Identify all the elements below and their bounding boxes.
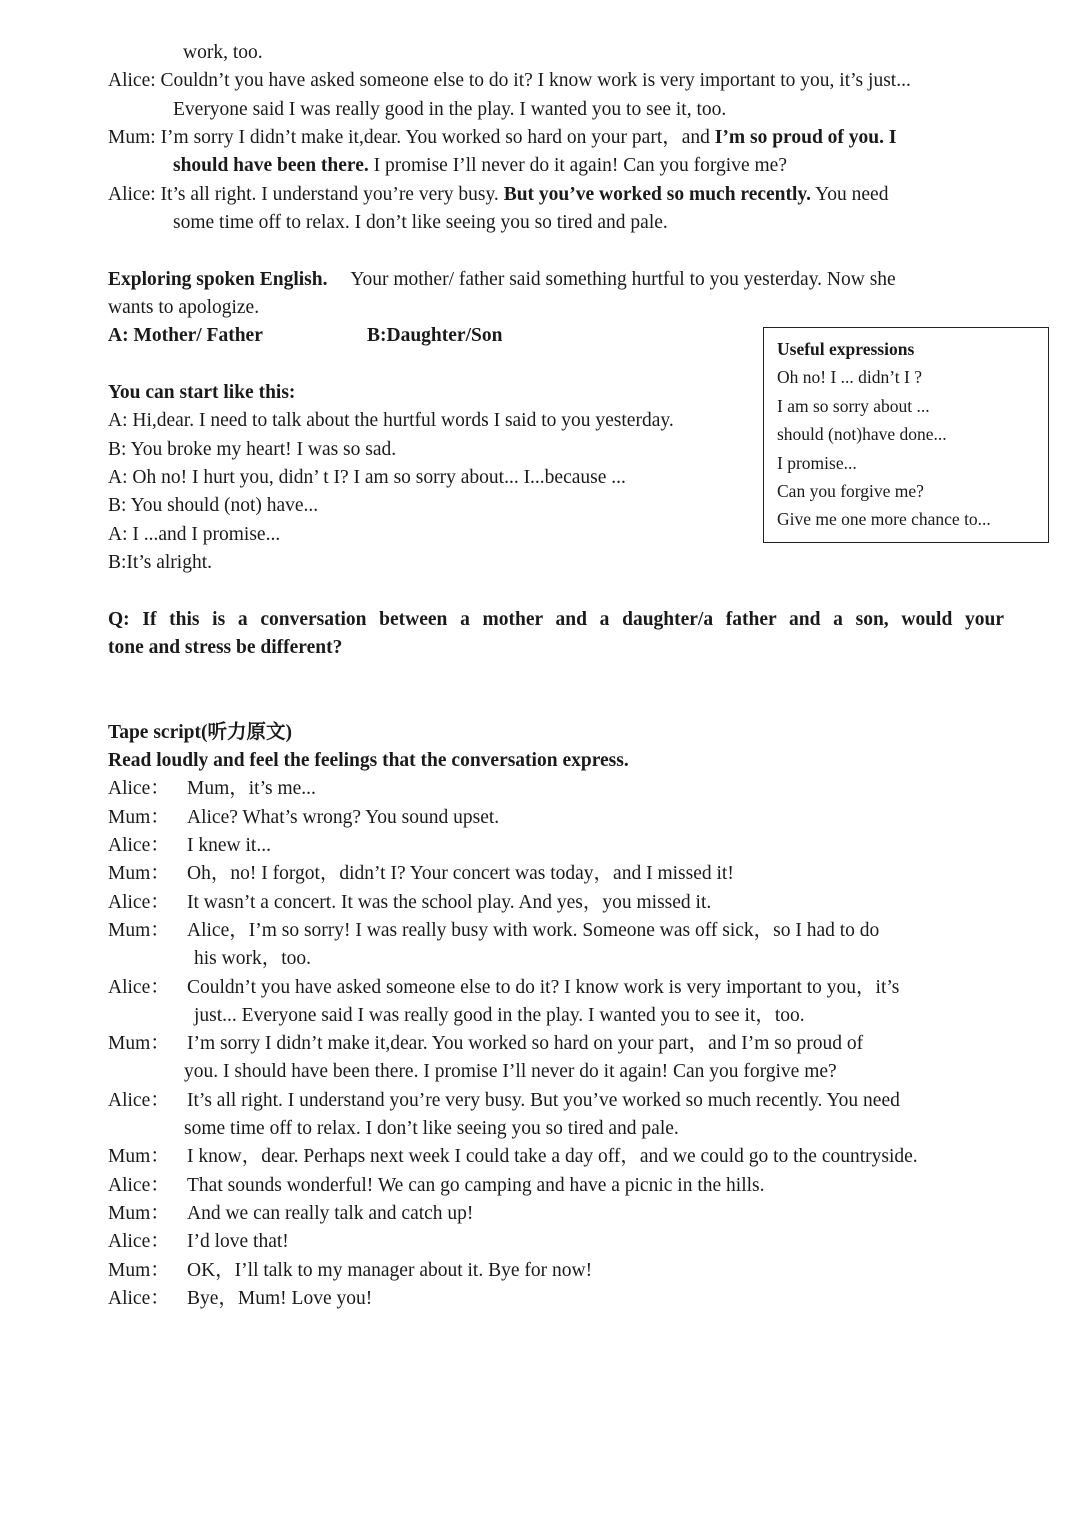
- speaker-label: Mum：: [108, 1260, 170, 1281]
- speaker-label: Alice：: [108, 1175, 170, 1196]
- box-title: Useful expressions: [777, 339, 915, 359]
- expression-item: Can you forgive me?: [777, 481, 924, 501]
- speaker-label: Alice：: [108, 1231, 170, 1252]
- script-row: Alice： Bye，Mum! Love you!: [108, 1285, 372, 1313]
- sample-line: B: You should (not) have...: [108, 495, 319, 516]
- sample-line: B:It’s alright.: [108, 552, 212, 573]
- sample-line: B: You broke my heart! I was so sad.: [108, 439, 397, 460]
- start-heading: You can start like this:: [108, 382, 296, 403]
- speaker-label: Mum：: [108, 1203, 170, 1224]
- dialogue-line: work, too.: [183, 42, 263, 63]
- emphasis-text: But you’ve worked so much recently.: [503, 184, 811, 205]
- speaker-label: Mum：: [108, 863, 170, 884]
- script-row: Mum： I’m sorry I didn’t make it,dear. You worked so hard on your part，and I’m so proud of: [108, 1030, 863, 1058]
- speaker-label: Mum：: [108, 807, 170, 828]
- dialogue-line: Alice: It’s all right. I understand you’re very busy. But you’ve worked so much recently. You need: [108, 184, 889, 205]
- dialogue-line: Alice: Couldn’t you have asked someone else to do it? I know work is very important to you, it’s just...: [108, 70, 911, 91]
- dialogue-line: Mum: I’m sorry I didn’t make it,dear. You worked so hard on your part，and I’m so proud of you. I: [108, 127, 897, 148]
- speaker-label: Alice：: [108, 977, 170, 998]
- script-row: Mum： Oh，no! I forgot，didn’t I? Your concert was today，and I missed it!: [108, 860, 734, 888]
- script-row: Alice： It’s all right. I understand you’re very busy. But you’ve worked so much recently. You need: [108, 1087, 900, 1115]
- script-row: Alice： That sounds wonderful! We can go camping and have a picnic in the hills.: [108, 1172, 765, 1200]
- dialogue-line: should have been there. I promise I’ll never do it again! Can you forgive me?: [173, 155, 787, 176]
- script-row: Alice： I knew it...: [108, 832, 271, 860]
- expression-item: Give me one more chance to...: [777, 509, 991, 529]
- script-row-continued: just... Everyone said I was really good in the play. I wanted you to see it，too.: [194, 1005, 805, 1026]
- dialogue-line: Everyone said I was really good in the play. I wanted you to see it, too.: [173, 99, 727, 120]
- question-line: Q: If this is a conversation between a mother and a daughter/a father and a son, would your: [108, 609, 1004, 630]
- expression-item: I am so sorry about ...: [777, 396, 930, 416]
- script-row: Mum： OK，I’ll talk to my manager about it. Bye for now!: [108, 1257, 592, 1285]
- speaker-label: Alice：: [108, 1288, 170, 1309]
- speaker-label: Alice：: [108, 892, 170, 913]
- script-row-continued: his work，too.: [194, 948, 312, 969]
- speaker-label: Mum：: [108, 920, 170, 941]
- script-row-continued: some time off to relax. I don’t like seeing you so tired and pale.: [184, 1118, 679, 1139]
- speaker-label: Alice:: [108, 70, 156, 91]
- script-row: Mum： I know，dear. Perhaps next week I could take a day off，and we could go to the countryside.: [108, 1143, 918, 1171]
- expression-item: I promise...: [777, 453, 857, 473]
- task-prompt-line: wants to apologize.: [108, 297, 260, 318]
- script-row: Alice： Mum，it’s me...: [108, 775, 316, 803]
- tape-script-title: Tape script(听力原文): [108, 722, 292, 743]
- sample-line: A: Oh no! I hurt you, didn’ t I? I am so sorry about... I...because ...: [108, 467, 626, 488]
- speaker-label: Mum：: [108, 1146, 170, 1167]
- expression-item: Oh no! I ... didn’t I ?: [777, 367, 922, 387]
- speaker-label: Alice：: [108, 835, 170, 856]
- script-row-continued: you. I should have been there. I promise I’ll never do it again! Can you forgive me?: [184, 1061, 837, 1082]
- useful-expressions-box: [763, 327, 1049, 543]
- script-row: Alice： Couldn’t you have asked someone else to do it? I know work is very important to you，it’s: [108, 974, 899, 1002]
- speaker-label: Mum：: [108, 1033, 170, 1054]
- task-prompt: Your mother/ father said something hurtful to you yesterday. Now she: [350, 269, 896, 290]
- expression-item: should (not)have done...: [777, 424, 947, 444]
- emphasis-text: should have been there.: [173, 155, 369, 176]
- script-row: Mum： Alice，I’m so sorry! I was really busy with work. Someone was off sick，so I had to do: [108, 917, 879, 945]
- tape-script-instruction: Read loudly and feel the feelings that the conversation express.: [108, 750, 629, 771]
- script-row: Alice： I’d love that!: [108, 1228, 289, 1256]
- dialogue-line: some time off to relax. I don’t like seeing you so tired and pale.: [173, 212, 668, 233]
- sample-line: A: I ...and I promise...: [108, 524, 281, 545]
- script-row: Mum： Alice? What’s wrong? You sound upset.: [108, 804, 499, 832]
- speaker-label: Mum:: [108, 127, 156, 148]
- exploring-heading-line: [108, 266, 896, 294]
- question-line: tone and stress be different?: [108, 637, 343, 658]
- speaker-label: Alice：: [108, 1090, 170, 1111]
- emphasis-text: I’m so proud of you. I: [714, 127, 897, 148]
- speaker-label: Alice：: [108, 778, 170, 799]
- script-row: Alice： It wasn’t a concert. It was the school play. And yes，you missed it.: [108, 889, 711, 917]
- script-row: Mum： And we can really talk and catch up!: [108, 1200, 473, 1228]
- role-b: B:Daughter/Son: [367, 325, 503, 346]
- speaker-label: Alice:: [108, 184, 156, 205]
- sample-line: A: Hi,dear. I need to talk about the hurtful words I said to you yesterday.: [108, 410, 674, 431]
- role-a: A: Mother/ Father: [108, 325, 263, 346]
- section-heading: Exploring spoken English.: [108, 269, 328, 290]
